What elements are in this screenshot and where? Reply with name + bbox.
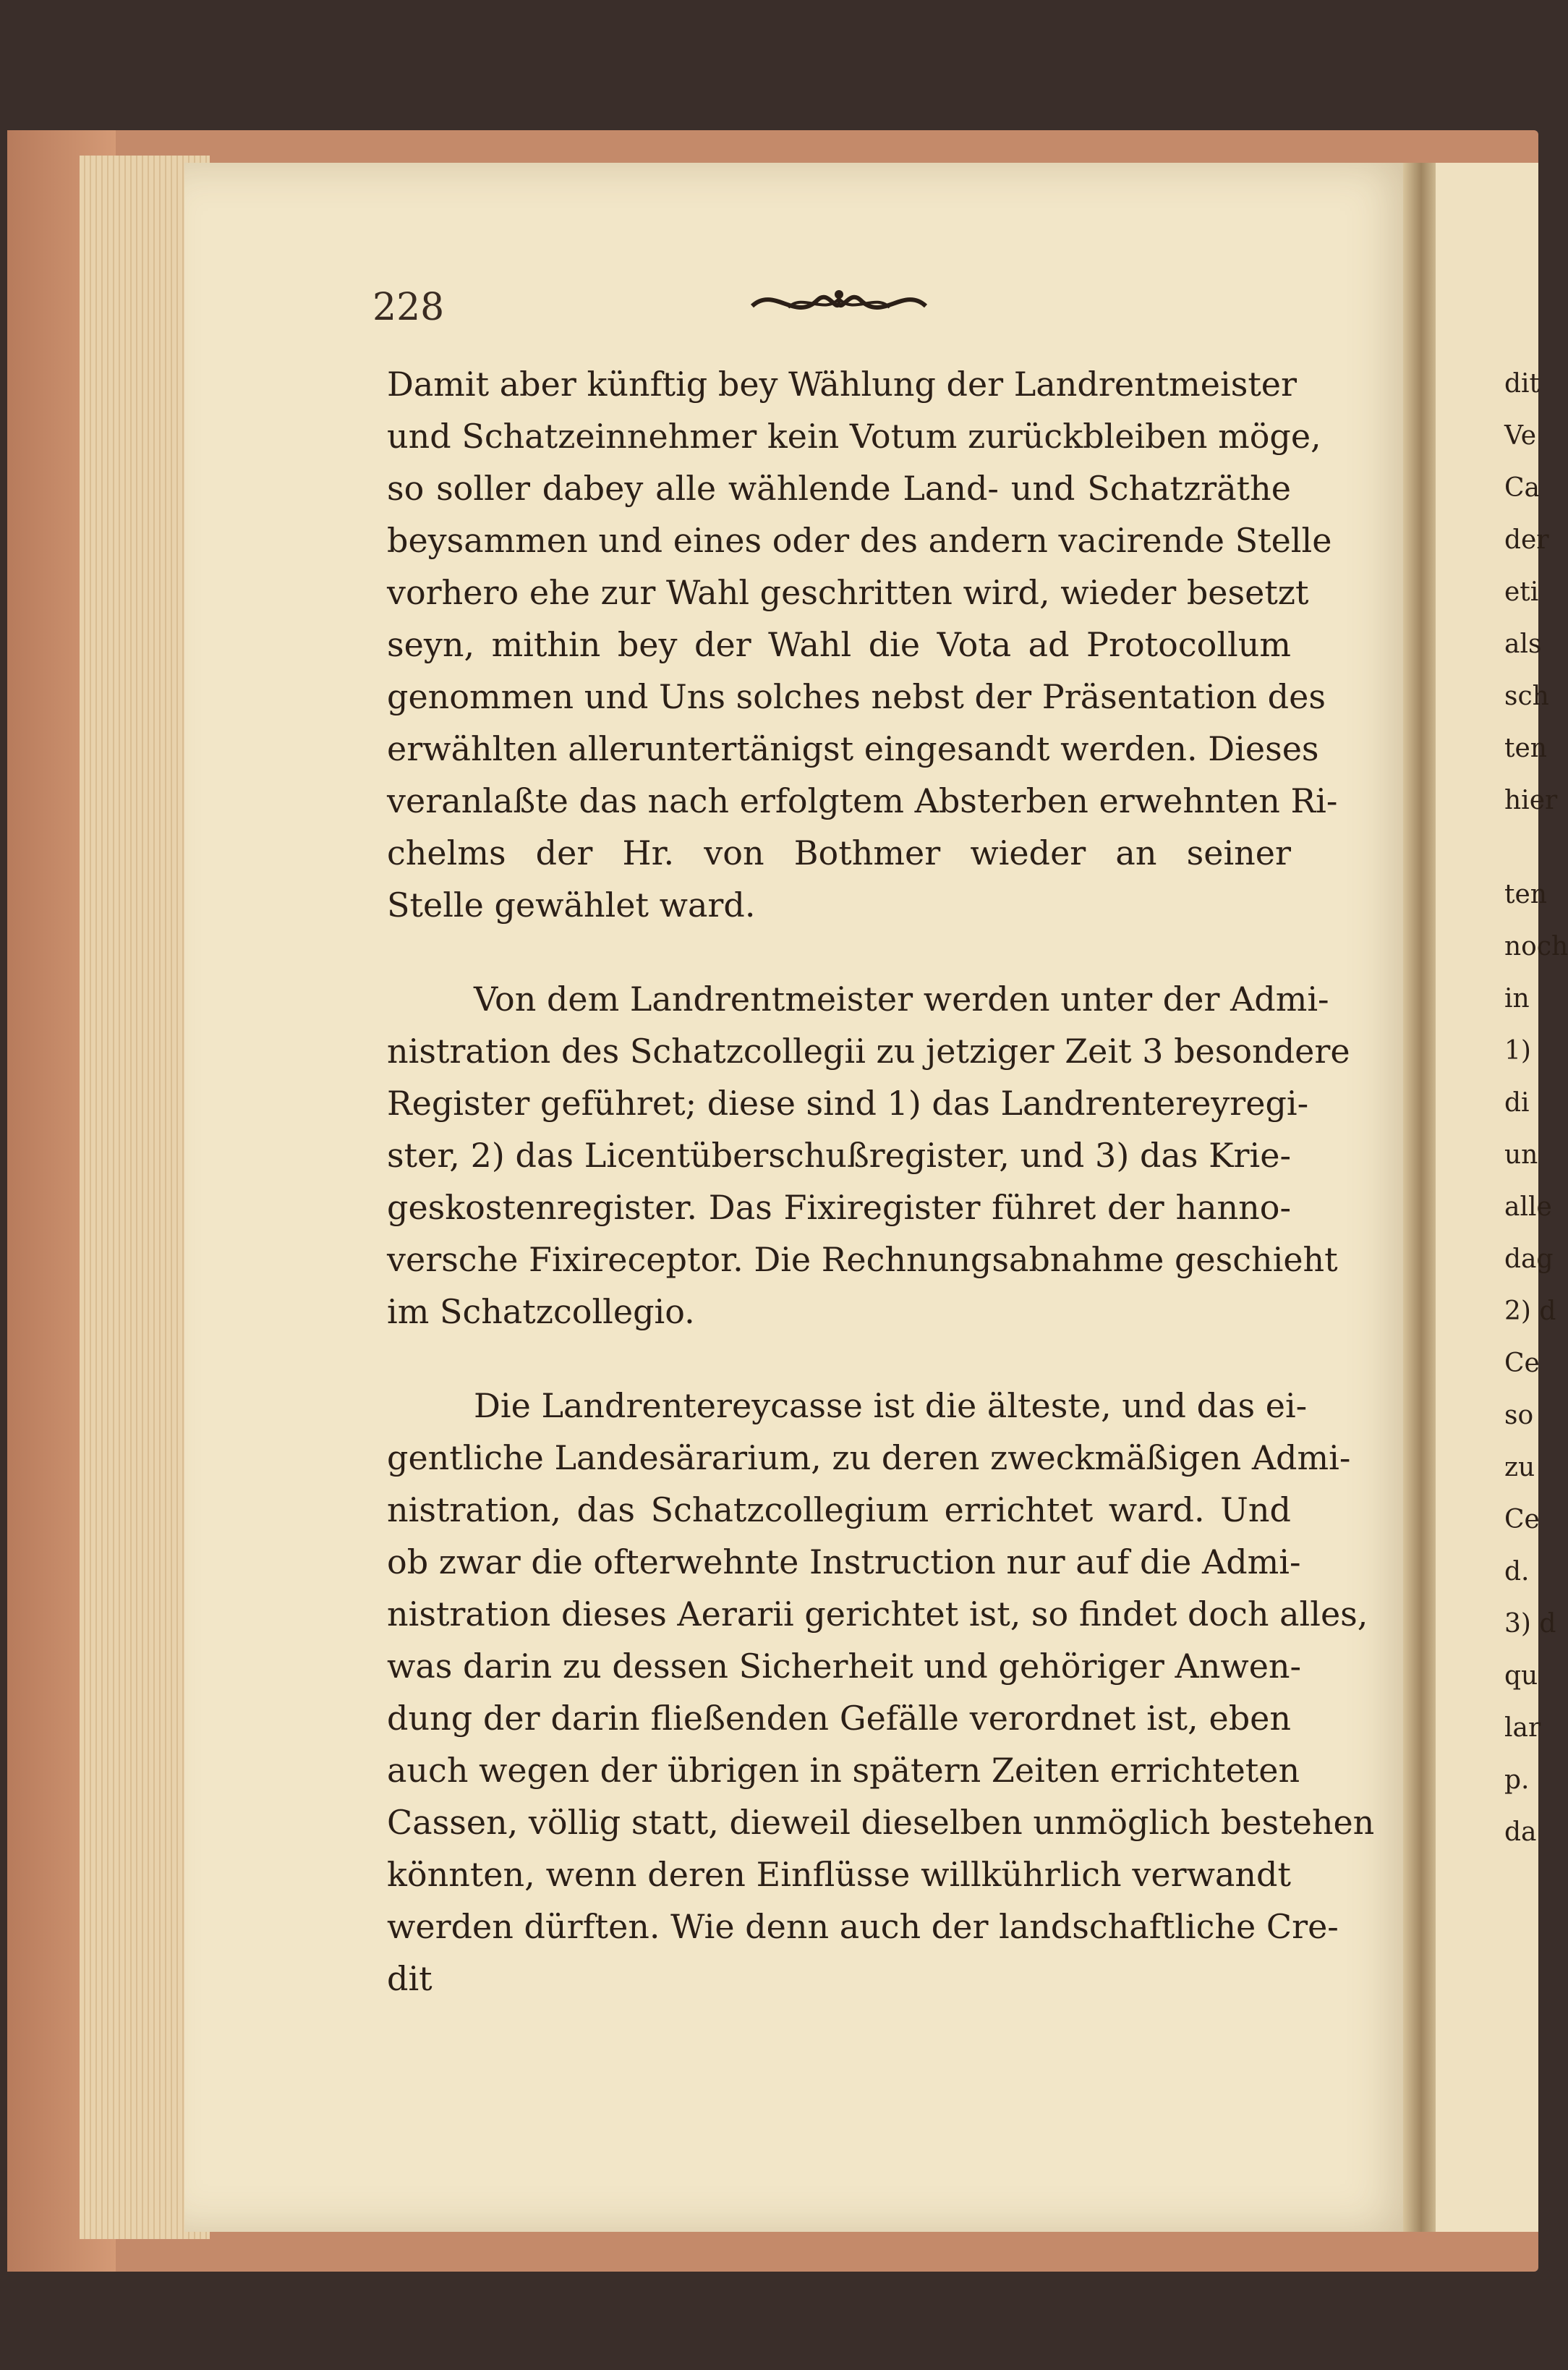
- text-line: so soller dabey alle wählende Land- und Schatzräthe: [387, 469, 1291, 508]
- text-line: versche Fixireceptor. Die Rechnungsabnahme geschieht: [387, 1240, 1338, 1279]
- text-line: seyn, mithin bey der Wahl die Vota ad Protocollum: [387, 625, 1291, 664]
- margin-line: alle: [1504, 1192, 1552, 1222]
- margin-line: da: [1504, 1817, 1537, 1847]
- body-text: [387, 358, 1375, 2005]
- page-number: 228: [372, 286, 445, 329]
- text-line: ster, 2) das Licentüberschußregister, und 3) das Krie-: [387, 1136, 1291, 1175]
- margin-line: 1): [1504, 1036, 1531, 1066]
- margin-line: lar: [1504, 1713, 1541, 1743]
- margin-line: der: [1504, 525, 1549, 555]
- text-line: und Schatzeinnehmer kein Votum zurückbleiben möge,: [387, 417, 1321, 456]
- paragraph-gap: [387, 1338, 1291, 1380]
- text-line: Stelle gewählet ward.: [387, 885, 756, 925]
- margin-line: p.: [1504, 1765, 1530, 1795]
- text-line: ob zwar die ofterwehnte Instruction nur auf die Admi-: [387, 1542, 1301, 1581]
- margin-line: dag: [1504, 1244, 1554, 1274]
- margin-line: zu: [1504, 1453, 1535, 1482]
- text-line: vorhero ehe zur Wahl geschritten wird, wieder besetzt: [387, 573, 1309, 612]
- margin-line: qu: [1504, 1661, 1538, 1691]
- margin-line: 3) d: [1504, 1609, 1556, 1639]
- paragraph-gap: [387, 931, 1291, 973]
- text-line: im Schatzcollegio.: [387, 1292, 695, 1331]
- text-line: geskostenregister. Das Fixiregister führet der hanno-: [387, 1188, 1291, 1227]
- text-line: gentliche Landesärarium, zu deren zweckmäßigen Admi-: [387, 1438, 1351, 1477]
- printers-flourish-icon: [745, 279, 933, 329]
- margin-line: ten: [1504, 880, 1547, 909]
- margin-line: eti: [1504, 577, 1539, 607]
- margin-line: in: [1504, 984, 1530, 1014]
- text-line: Cassen, völlig statt, dieweil dieselben unmöglich bestehen: [387, 1803, 1375, 1842]
- margin-line: als: [1504, 629, 1542, 659]
- margin-line: ten: [1504, 734, 1547, 763]
- text-line: nistration des Schatzcollegii zu jetziger Zeit 3 besondere: [387, 1032, 1350, 1071]
- text-line: erwählten alleruntertänigst eingesandt werden. Dieses: [387, 729, 1319, 768]
- margin-line: d.: [1504, 1557, 1530, 1587]
- margin-line: sch: [1504, 681, 1549, 711]
- text-line: werden dürften. Wie denn auch der landschaftliche Cre-: [387, 1907, 1339, 1946]
- margin-line: hier: [1504, 786, 1558, 815]
- text-line: nistration dieses Aerarii gerichtet ist, so findet doch alles,: [387, 1594, 1368, 1634]
- margin-line: di: [1504, 1088, 1530, 1118]
- facing-page-margin-text: [1504, 358, 1568, 1859]
- text-line: Register geführet; diese sind 1) das Landrentereyregi-: [387, 1084, 1309, 1123]
- margin-line: Ca: [1504, 473, 1541, 503]
- margin-line: Ve: [1504, 421, 1536, 451]
- margin-line: un: [1504, 1140, 1538, 1170]
- text-line: Von dem Landrentmeister werden unter der Admi-: [474, 980, 1329, 1019]
- book-gutter: [1403, 163, 1439, 2232]
- margin-gap: [1504, 827, 1548, 869]
- text-line: könnten, wenn deren Einflüsse willkührlich verwandt: [387, 1855, 1291, 1894]
- text-line: dung der darin fließenden Gefälle verordnet ist, eben: [387, 1699, 1291, 1738]
- margin-line: Ce: [1504, 1505, 1540, 1534]
- margin-line: Ce: [1504, 1348, 1540, 1378]
- margin-line: so: [1504, 1401, 1534, 1430]
- text-line: veranlaßte das nach erfolgtem Absterben erwehnten Ri-: [387, 781, 1338, 820]
- margin-line: 2) d: [1504, 1296, 1556, 1326]
- text-line: auch wegen der übrigen in spätern Zeiten errichteten: [387, 1751, 1300, 1790]
- text-line: Die Landrentereycasse ist die älteste, und das ei-: [474, 1386, 1308, 1425]
- text-line: nistration, das Schatzcollegium errichtet ward. Und: [387, 1490, 1291, 1529]
- text-line: beysammen und eines oder des andern vacirende Stelle: [387, 521, 1332, 560]
- text-line: genommen und Uns solches nebst der Präsentation des: [387, 677, 1326, 716]
- margin-line: dit: [1504, 369, 1541, 399]
- catchword: dit: [387, 1959, 433, 1998]
- margin-line: noch: [1504, 932, 1568, 961]
- text-line: Damit aber künftig bey Wählung der Landrentmeister: [387, 365, 1298, 404]
- text-line: was darin zu dessen Sicherheit und gehöriger Anwen-: [387, 1647, 1302, 1686]
- text-line: chelms der Hr. von Bothmer wieder an seiner: [387, 833, 1291, 872]
